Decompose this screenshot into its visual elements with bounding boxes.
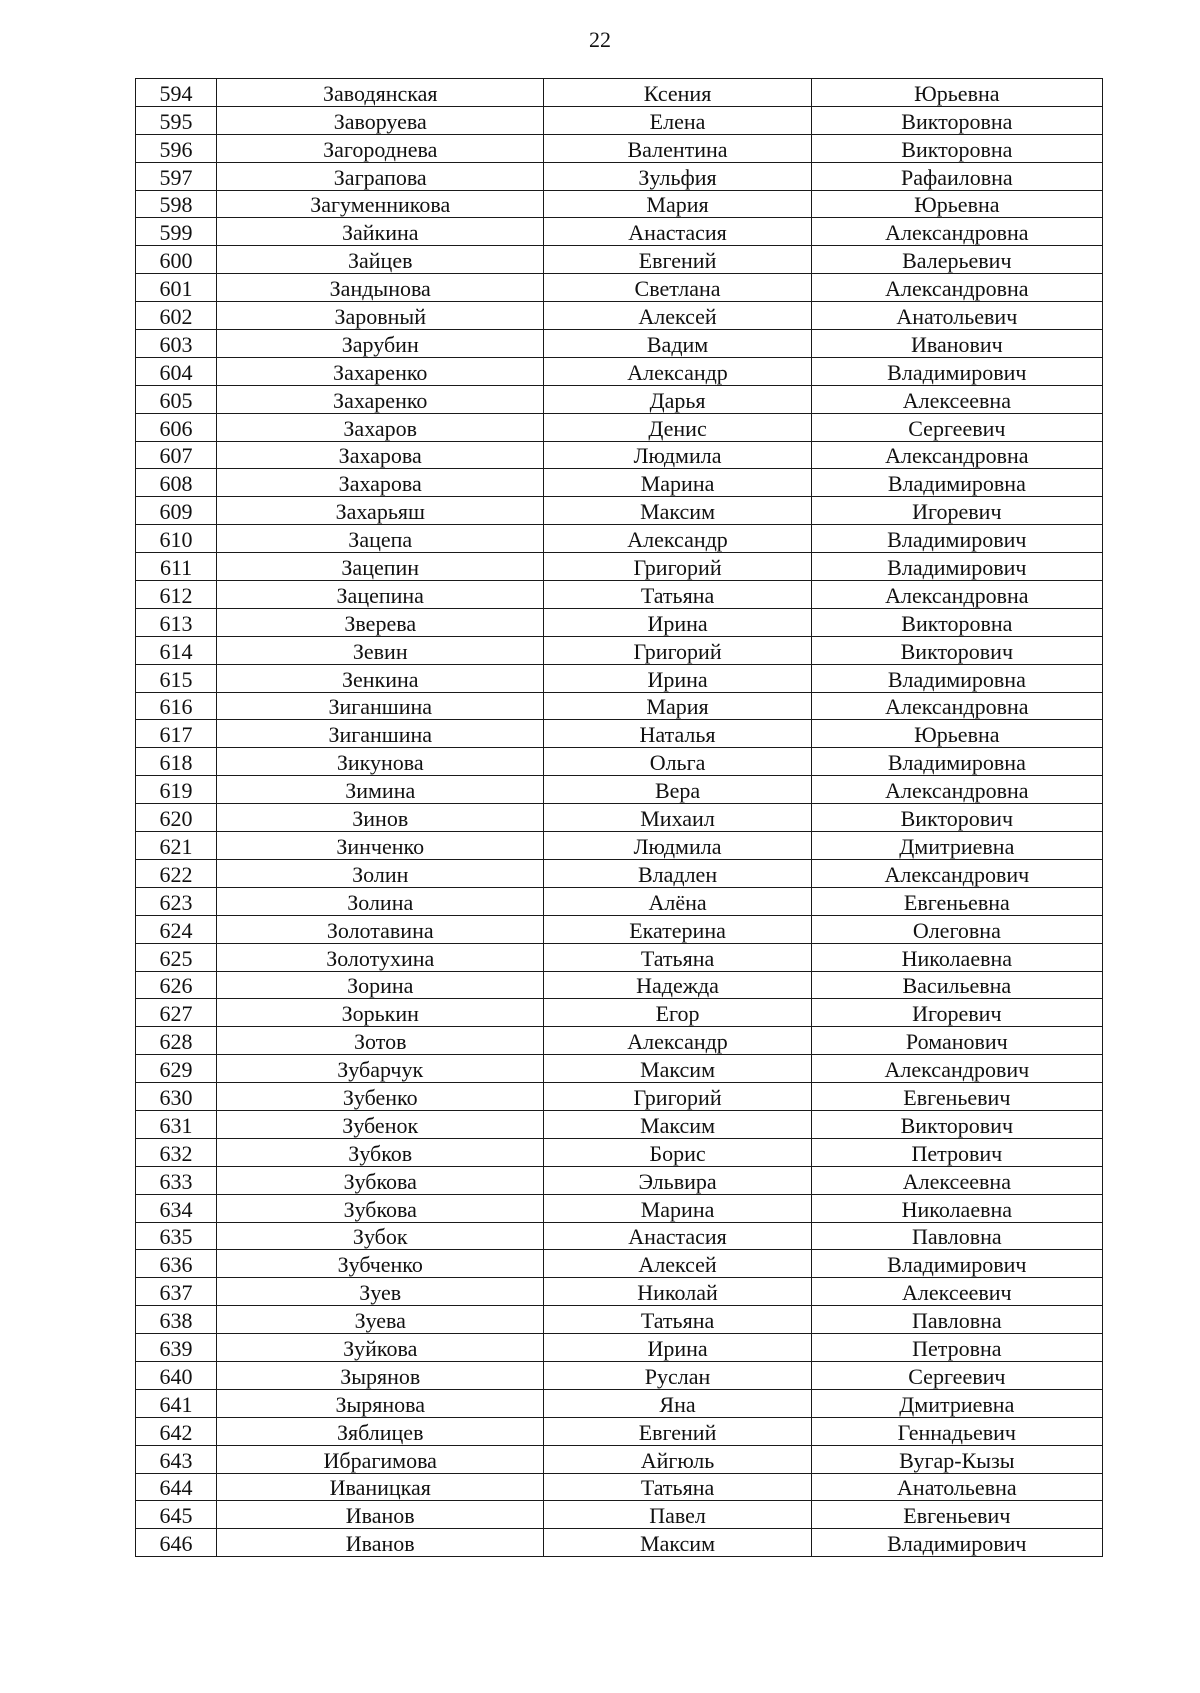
row-number-cell: 624 [136,915,217,943]
table-row [136,553,1103,581]
first-name-cell: Анастасия [544,1222,811,1250]
row-number-cell: 631 [136,1110,217,1138]
table-row [136,497,1103,525]
last-name-cell: Зарубин [217,330,544,358]
patronymic-cell: Петровна [811,1334,1102,1362]
first-name-cell: Алексей [544,1250,811,1278]
row-number-cell: 645 [136,1501,217,1529]
table-row [136,1361,1103,1389]
table-row [136,1055,1103,1083]
table-row [136,134,1103,162]
table-row [136,1194,1103,1222]
patronymic-cell: Алексеевич [811,1278,1102,1306]
table-row [136,1083,1103,1111]
patronymic-cell: Александровна [811,776,1102,804]
first-name-cell: Григорий [544,1083,811,1111]
table-row [136,608,1103,636]
first-name-cell: Николай [544,1278,811,1306]
table-row [136,1222,1103,1250]
first-name-cell: Павел [544,1501,811,1529]
table-row [136,357,1103,385]
row-number-cell: 634 [136,1194,217,1222]
row-number-cell: 600 [136,246,217,274]
patronymic-cell: Алексеевна [811,1166,1102,1194]
first-name-cell: Григорий [544,553,811,581]
last-name-cell: Иваницкая [217,1473,544,1501]
last-name-cell: Иванов [217,1529,544,1557]
first-name-cell: Максим [544,1055,811,1083]
last-name-cell: Заворуева [217,106,544,134]
first-name-cell: Татьяна [544,943,811,971]
patronymic-cell: Романович [811,1027,1102,1055]
last-name-cell: Золина [217,887,544,915]
last-name-cell: Зубкова [217,1194,544,1222]
first-name-cell: Людмила [544,441,811,469]
last-name-cell: Зацепин [217,553,544,581]
table-row [136,999,1103,1027]
last-name-cell: Зацепина [217,581,544,609]
patronymic-cell: Евгеньевич [811,1501,1102,1529]
row-number-cell: 609 [136,497,217,525]
row-number-cell: 613 [136,608,217,636]
patronymic-cell: Дмитриевна [811,832,1102,860]
table-row [136,1445,1103,1473]
table-row [136,804,1103,832]
table-row [136,1306,1103,1334]
first-name-cell: Валентина [544,134,811,162]
patronymic-cell: Александровна [811,692,1102,720]
last-name-cell: Захаренко [217,357,544,385]
patronymic-cell: Викторович [811,1110,1102,1138]
patronymic-cell: Викторович [811,636,1102,664]
row-number-cell: 612 [136,581,217,609]
patronymic-cell: Васильевна [811,971,1102,999]
row-number-cell: 638 [136,1306,217,1334]
first-name-cell: Светлана [544,274,811,302]
first-name-cell: Евгений [544,246,811,274]
row-number-cell: 610 [136,525,217,553]
patronymic-cell: Рафаиловна [811,162,1102,190]
row-number-cell: 619 [136,776,217,804]
first-name-cell: Владлен [544,859,811,887]
table-row [136,1250,1103,1278]
last-name-cell: Зубенко [217,1083,544,1111]
patronymic-cell: Иванович [811,330,1102,358]
table-row [136,469,1103,497]
last-name-cell: Зенкина [217,664,544,692]
patronymic-cell: Владимирович [811,1529,1102,1557]
first-name-cell: Эльвира [544,1166,811,1194]
table-row [136,79,1103,107]
first-name-cell: Марина [544,1194,811,1222]
patronymic-cell: Сергеевич [811,1361,1102,1389]
patronymic-cell: Петрович [811,1138,1102,1166]
row-number-cell: 614 [136,636,217,664]
patronymic-cell: Николаевна [811,1194,1102,1222]
last-name-cell: Зикунова [217,748,544,776]
table-row [136,525,1103,553]
first-name-cell: Денис [544,413,811,441]
table-row [136,274,1103,302]
row-number-cell: 635 [136,1222,217,1250]
first-name-cell: Мария [544,692,811,720]
patronymic-cell: Владимирович [811,357,1102,385]
row-number-cell: 640 [136,1361,217,1389]
last-name-cell: Зубарчук [217,1055,544,1083]
first-name-cell: Александр [544,525,811,553]
first-name-cell: Борис [544,1138,811,1166]
patronymic-cell: Владимирович [811,1250,1102,1278]
row-number-cell: 604 [136,357,217,385]
row-number-cell: 622 [136,859,217,887]
row-number-cell: 643 [136,1445,217,1473]
first-name-cell: Григорий [544,636,811,664]
page-number: 22 [589,27,611,52]
patronymic-cell: Юрьевна [811,79,1102,107]
row-number-cell: 633 [136,1166,217,1194]
table-row [136,246,1103,274]
last-name-cell: Зуев [217,1278,544,1306]
first-name-cell: Вера [544,776,811,804]
table-row [136,664,1103,692]
last-name-cell: Зимина [217,776,544,804]
last-name-cell: Золотавина [217,915,544,943]
row-number-cell: 641 [136,1389,217,1417]
last-name-cell: Зубок [217,1222,544,1250]
table-row [136,1138,1103,1166]
table-row [136,1389,1103,1417]
table-row [136,887,1103,915]
last-name-cell: Зорина [217,971,544,999]
first-name-cell: Ирина [544,1334,811,1362]
first-name-cell: Мария [544,190,811,218]
first-name-cell: Ирина [544,664,811,692]
row-number-cell: 605 [136,385,217,413]
last-name-cell: Зацепа [217,525,544,553]
first-name-cell: Зульфия [544,162,811,190]
table-row [136,832,1103,860]
first-name-cell: Татьяна [544,581,811,609]
last-name-cell: Зверева [217,608,544,636]
patronymic-cell: Геннадьевич [811,1417,1102,1445]
last-name-cell: Зиганшина [217,692,544,720]
table-row [136,218,1103,246]
patronymic-cell: Владимирович [811,553,1102,581]
last-name-cell: Зубченко [217,1250,544,1278]
row-number-cell: 646 [136,1529,217,1557]
table-row [136,190,1103,218]
row-number-cell: 595 [136,106,217,134]
row-number-cell: 607 [136,441,217,469]
first-name-cell: Михаил [544,804,811,832]
first-name-cell: Егор [544,999,811,1027]
last-name-cell: Зайцев [217,246,544,274]
patronymic-cell: Дмитриевна [811,1389,1102,1417]
first-name-cell: Айгюль [544,1445,811,1473]
names-table [135,78,1103,1557]
row-number-cell: 642 [136,1417,217,1445]
table-row [136,162,1103,190]
patronymic-cell: Александровна [811,218,1102,246]
table-row [136,1110,1103,1138]
last-name-cell: Зуйкова [217,1334,544,1362]
row-number-cell: 598 [136,190,217,218]
patronymic-cell: Сергеевич [811,413,1102,441]
last-name-cell: Захаров [217,413,544,441]
last-name-cell: Зырянова [217,1389,544,1417]
table-row [136,1473,1103,1501]
first-name-cell: Татьяна [544,1473,811,1501]
row-number-cell: 617 [136,720,217,748]
last-name-cell: Зорькин [217,999,544,1027]
last-name-cell: Зырянов [217,1361,544,1389]
patronymic-cell: Викторовна [811,134,1102,162]
patronymic-cell: Николаевна [811,943,1102,971]
first-name-cell: Анастасия [544,218,811,246]
last-name-cell: Зевин [217,636,544,664]
patronymic-cell: Александровна [811,441,1102,469]
last-name-cell: Захарьяш [217,497,544,525]
patronymic-cell: Юрьевна [811,190,1102,218]
table-row [136,1529,1103,1557]
row-number-cell: 630 [136,1083,217,1111]
patronymic-cell: Александрович [811,1055,1102,1083]
row-number-cell: 599 [136,218,217,246]
row-number-cell: 616 [136,692,217,720]
last-name-cell: Заводянская [217,79,544,107]
first-name-cell: Екатерина [544,915,811,943]
table-row [136,748,1103,776]
last-name-cell: Зандынова [217,274,544,302]
last-name-cell: Захарова [217,441,544,469]
row-number-cell: 611 [136,553,217,581]
patronymic-cell: Евгеньевич [811,1083,1102,1111]
row-number-cell: 637 [136,1278,217,1306]
last-name-cell: Зиганшина [217,720,544,748]
first-name-cell: Людмила [544,832,811,860]
row-number-cell: 632 [136,1138,217,1166]
first-name-cell: Максим [544,1110,811,1138]
patronymic-cell: Владимировна [811,664,1102,692]
patronymic-cell: Павловна [811,1222,1102,1250]
first-name-cell: Елена [544,106,811,134]
table-row [136,1334,1103,1362]
table-row [136,302,1103,330]
patronymic-cell: Евгеньевна [811,887,1102,915]
row-number-cell: 626 [136,971,217,999]
row-number-cell: 602 [136,302,217,330]
patronymic-cell: Олеговна [811,915,1102,943]
last-name-cell: Заграпова [217,162,544,190]
table-row [136,1278,1103,1306]
last-name-cell: Зайкина [217,218,544,246]
first-name-cell: Дарья [544,385,811,413]
last-name-cell: Загуменникова [217,190,544,218]
last-name-cell: Зинов [217,804,544,832]
row-number-cell: 601 [136,274,217,302]
last-name-cell: Зотов [217,1027,544,1055]
table-row [136,636,1103,664]
first-name-cell: Татьяна [544,1306,811,1334]
first-name-cell: Яна [544,1389,811,1417]
first-name-cell: Марина [544,469,811,497]
table-row [136,581,1103,609]
last-name-cell: Захарова [217,469,544,497]
table-row [136,441,1103,469]
row-number-cell: 639 [136,1334,217,1362]
row-number-cell: 620 [136,804,217,832]
patronymic-cell: Викторович [811,804,1102,832]
patronymic-cell: Александрович [811,859,1102,887]
table-row [136,943,1103,971]
last-name-cell: Иванов [217,1501,544,1529]
row-number-cell: 629 [136,1055,217,1083]
row-number-cell: 603 [136,330,217,358]
table-row [136,1417,1103,1445]
table-row [136,1501,1103,1529]
row-number-cell: 594 [136,79,217,107]
last-name-cell: Захаренко [217,385,544,413]
last-name-cell: Зубкова [217,1166,544,1194]
table-row [136,1166,1103,1194]
table-row [136,692,1103,720]
row-number-cell: 596 [136,134,217,162]
first-name-cell: Максим [544,1529,811,1557]
last-name-cell: Золотухина [217,943,544,971]
patronymic-cell: Игоревич [811,999,1102,1027]
patronymic-cell: Анатольевич [811,302,1102,330]
row-number-cell: 625 [136,943,217,971]
patronymic-cell: Алексеевна [811,385,1102,413]
row-number-cell: 597 [136,162,217,190]
patronymic-cell: Викторовна [811,106,1102,134]
row-number-cell: 628 [136,1027,217,1055]
table-row [136,776,1103,804]
row-number-cell: 623 [136,887,217,915]
last-name-cell: Ибрагимова [217,1445,544,1473]
first-name-cell: Алексей [544,302,811,330]
patronymic-cell: Александровна [811,581,1102,609]
last-name-cell: Загороднева [217,134,544,162]
table-row [136,915,1103,943]
first-name-cell: Ирина [544,608,811,636]
patronymic-cell: Александровна [811,274,1102,302]
last-name-cell: Зинченко [217,832,544,860]
row-number-cell: 636 [136,1250,217,1278]
patronymic-cell: Владимировна [811,748,1102,776]
first-name-cell: Александр [544,357,811,385]
table-row [136,106,1103,134]
patronymic-cell: Павловна [811,1306,1102,1334]
last-name-cell: Золин [217,859,544,887]
table-row [136,859,1103,887]
last-name-cell: Зуева [217,1306,544,1334]
patronymic-cell: Валерьевич [811,246,1102,274]
row-number-cell: 615 [136,664,217,692]
table-row [136,413,1103,441]
patronymic-cell: Игоревич [811,497,1102,525]
row-number-cell: 644 [136,1473,217,1501]
table-row [136,1027,1103,1055]
first-name-cell: Ольга [544,748,811,776]
row-number-cell: 627 [136,999,217,1027]
first-name-cell: Максим [544,497,811,525]
table-row [136,971,1103,999]
patronymic-cell: Викторовна [811,608,1102,636]
table-row [136,330,1103,358]
first-name-cell: Наталья [544,720,811,748]
last-name-cell: Зубков [217,1138,544,1166]
first-name-cell: Ксения [544,79,811,107]
row-number-cell: 621 [136,832,217,860]
row-number-cell: 618 [136,748,217,776]
table-row [136,720,1103,748]
first-name-cell: Алёна [544,887,811,915]
patronymic-cell: Юрьевна [811,720,1102,748]
patronymic-cell: Вугар-Кызы [811,1445,1102,1473]
first-name-cell: Евгений [544,1417,811,1445]
row-number-cell: 606 [136,413,217,441]
row-number-cell: 608 [136,469,217,497]
last-name-cell: Зубенок [217,1110,544,1138]
last-name-cell: Зяблицев [217,1417,544,1445]
patronymic-cell: Владимирович [811,525,1102,553]
first-name-cell: Вадим [544,330,811,358]
first-name-cell: Надежда [544,971,811,999]
patronymic-cell: Владимировна [811,469,1102,497]
patronymic-cell: Анатольевна [811,1473,1102,1501]
last-name-cell: Заровный [217,302,544,330]
table-body [136,79,1103,1557]
first-name-cell: Александр [544,1027,811,1055]
first-name-cell: Руслан [544,1361,811,1389]
table-row [136,385,1103,413]
